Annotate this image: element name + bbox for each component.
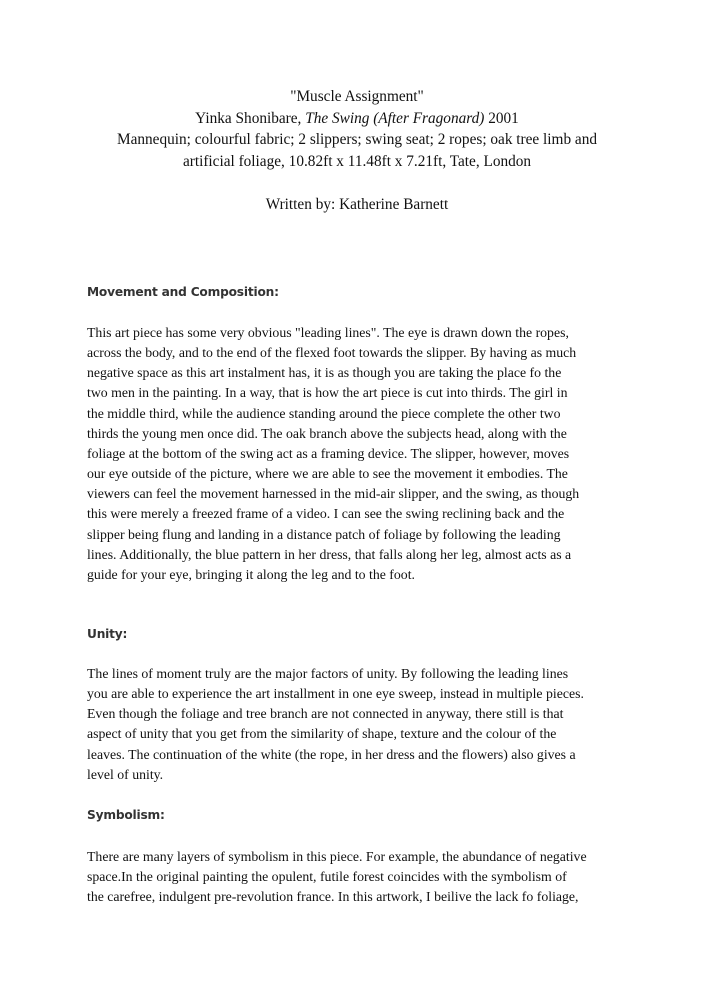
text-line: thirds the young men once did. The oak branch above the subjects head, along with the (87, 425, 567, 441)
heading-movement-composition: Movement and Composition: (87, 285, 279, 299)
artwork-credit-line (60, 108, 654, 130)
text-line: you are able to experience the art installment in one eye sweep, instead in multiple pieces. (87, 686, 584, 702)
document-header (60, 86, 654, 216)
text-line: This art piece has some very obvious "leading lines". The eye is drawn down the ropes, (87, 325, 569, 340)
text-line: the carefree, indulgent pre-revolution france. In this artwork, I beilive the lack fo foliage, (87, 889, 579, 905)
paragraph-movement-composition (87, 323, 632, 585)
text-line: our eye outside of the picture, where we are able to see the movement it embodies. The (87, 466, 568, 482)
text-line: level of unity. (87, 766, 164, 782)
text-line: two men in the painting. In a way, that is how the art piece is cut into thirds. The girl in (87, 385, 568, 401)
materials-line-2: artificial foliage, 10.82ft x 11.48ft x 7.21ft, Tate, London (182, 152, 532, 170)
text-line: aspect of unity that you get from the similarity of shape, texture and the colour of the (87, 726, 557, 742)
text-line: guide for your eye, bringing it along the leg and to the foot. (87, 566, 415, 582)
text-line: leaves. The continuation of the white (the rope, in her dress and the flowers) also gives a (87, 746, 576, 762)
text-line: viewers can feel the movement harnessed in the mid-air slipper, and the swing, as though (87, 486, 580, 502)
text-line: lines. Additionally, the blue pattern in her dress, that falls along her leg, almost acts as a (87, 546, 572, 562)
text-line: negative space as this art instalment has, it is as though you are taking the place fo the (87, 365, 562, 381)
artwork-title: The Swing (After Fragonard) (305, 109, 485, 127)
heading-symbolism: Symbolism: (87, 808, 165, 822)
text-line: The lines of moment truly are the major factors of unity. By following the leading lines (87, 666, 569, 681)
paragraph-symbolism (87, 847, 632, 907)
text-line: space.In the original painting the opulent, futile forest coincides with the symbolism of (87, 869, 567, 885)
text-line: the middle third, while the audience standing around the piece complete the other two (87, 405, 561, 421)
artwork-year: 2001 (484, 109, 519, 127)
text-line: There are many layers of symbolism in this piece. For example, the abundance of negative (87, 849, 587, 864)
paragraph-unity (87, 664, 632, 785)
text-line: this were merely a freezed frame of a video. I can see the swing reclining back and the (87, 506, 565, 522)
artist-name: Yinka Shonibare, (195, 109, 306, 127)
materials-line-1: Mannequin; colourful fabric; 2 slippers; swing seat; 2 ropes; oak tree limb and (116, 131, 598, 149)
text-line: slipper being flung and landing in a distance patch of foliage by following the leading (87, 526, 561, 542)
author-line: Written by: Katherine Barnett (265, 196, 449, 214)
text-line: foliage at the bottom of the swing act as a framing device. The slipper, however, moves (87, 445, 570, 461)
text-line: across the body, and to the end of the flexed foot towards the slipper. By having as much (87, 345, 577, 361)
heading-unity: Unity: (87, 627, 128, 641)
document-title: "Muscle Assignment" (290, 88, 424, 105)
text-line: Even though the foliage and tree branch are not connected in anyway, there still is that (87, 706, 564, 722)
